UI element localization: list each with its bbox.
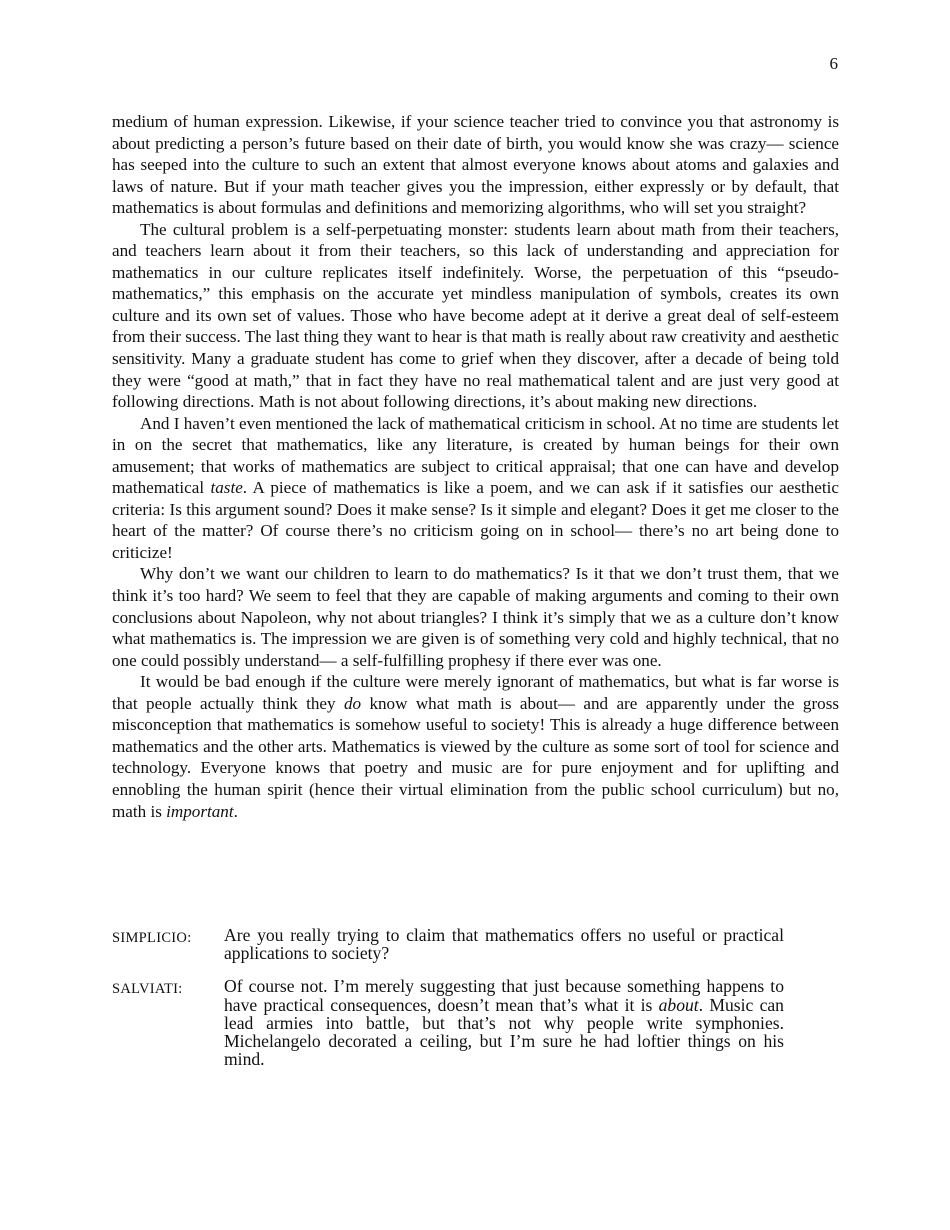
speaker-label: SIMPLICIO: (112, 930, 192, 946)
emphasis: do (343, 693, 362, 713)
body-text (112, 111, 839, 822)
paragraph: The cultural problem is a self-perpetuating monster: students learn about math from their teachers, and teachers learn about it from their teachers, so this lack of understanding and appreciation for mathematics in our culture replicates itself indefinitely. Worse, the perpetuation of this “pseudo-mathematics,” this emphasis on the accurate yet mindless manipulation of symbols, creates its own culture and its own set of values. Those who have become adept at it derive a great deal of self-esteem from their success. The last thing they want to hear is that math is really about raw creativity and aesthetic sensitivity. Many a graduate student has come to grief when they discover, after a decade of being told they were “good at math,” that in fact they have no real mathematical talent and are just very good at following directions. Math is not about following directions, it’s about making new directions. (112, 219, 839, 412)
paragraph: And I haven’t even mentioned the lack of mathematical criticism in school. At no time are students let in on the secret that mathematics, like any literature, is created by human beings for their own amusement; that works of mathematics are subject to critical appraisal; that one can have and develop mathematical taste. A piece of mathematics is like a poem, and we can ask if it satisfies our aesthetic criteria: Is this argument sound? Does it make sense? Is it simple and elegant? Does it get me closer to the heart of the matter? Of course there’s no criticism going on in school— there’s no art being done to criticize! (112, 413, 839, 562)
paragraph: Why don’t we want our children to learn to do mathematics? Is it that we don’t trust them, that we think it’s too hard? We seem to feel that they are capable of making arguments and coming to their own conclusions about Napoleon, why not about triangles? I think it’s simply that we as a culture don’t know what mathematics is. The impression we are given is of something very cold and highly technical, that no one could possibly understand— a self-fulfilling prophesy if there ever was one. (112, 564, 839, 670)
emphasis: taste (210, 478, 243, 498)
paragraph: medium of human expression. Likewise, if your science teacher tried to convince you that astronomy is about predicting a person’s future based on their date of birth, you would know she was crazy— science has seeped into the culture to such an extent that almost everyone knows about atoms and galaxies and laws of nature. But if your math teacher gives you the impression, either expressly or by default, that mathematics is about formulas and definitions and memorizing algorithms, who will set you straight? (112, 112, 839, 218)
dialogue (112, 926, 784, 1083)
emphasis: important (166, 801, 234, 821)
paragraph: It would be bad enough if the culture were merely ignorant of mathematics, but what is far worse is that people actually think they do know what math is about— and are apparently under the gross misconception that mathematics is somehow useful to society! This is already a huge difference between mathematics and the other arts. Mathematics is viewed by the culture as some sort of tool for science and technology. Everyone knows that poetry and music are for pure enjoyment and for uplifting and ennobling the human spirit (hence their virtual elimination from the public school curriculum) but no, math is important. (112, 672, 839, 821)
speech-text: Of course not. I’m merely suggesting that just because something happens to have practical consequences, doesn’t mean that’s what it is about. Music can lead armies into battle, but that’s not why people write symphonies. Michelangelo decorated a ceiling, but I’m sure he had loftier things on his mind. (224, 976, 784, 1070)
emphasis: about (658, 994, 699, 1015)
speaker-label: SALVIATI: (112, 981, 183, 998)
page-number: 6 (829, 54, 838, 73)
speech-text: Are you really trying to claim that mathematics offers no useful or practical applications to society? (224, 925, 784, 964)
dialogue-turn (112, 977, 784, 1068)
dialogue-turn (112, 926, 784, 962)
